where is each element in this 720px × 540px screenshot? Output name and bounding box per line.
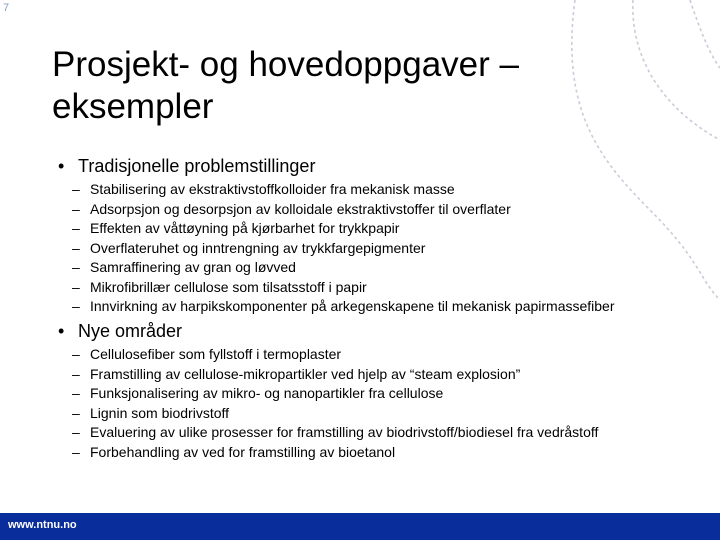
title-line-1: Prosjekt- og hovedoppgaver –	[52, 45, 519, 84]
item-text: Evaluering av ulike prosesser for framstilling av biodrivstoff/biodiesel fra vedråstoff	[90, 424, 599, 440]
bullet-dot: •	[58, 321, 65, 341]
list-item: – Mikrofibrillær cellulose som tilsatsstoff i papir	[72, 278, 367, 295]
list-item: – Effekten av våttøyning på kjørbarhet for trykkpapir	[72, 220, 400, 236]
list-item: – Stabilisering av ekstraktivstoffkolloider fra mekanisk masse	[72, 181, 455, 197]
bullet-heading: Nye områder	[78, 321, 183, 341]
item-text: Adsorpsjon og desorpsjon av kolloidale ekstraktivstoffer til overflater	[90, 200, 511, 217]
bullet-new-areas	[58, 321, 658, 342]
item-text: Samraffinering av gran og løvved	[90, 259, 296, 275]
list-item: – Overflateruhet og inntrengning av trykkfargepigmenter	[72, 239, 426, 256]
item-text: Mikrofibrillær cellulose som tilsatsstoff i papir	[90, 278, 367, 295]
list-item: – Samraffinering av gran og løvved	[72, 259, 296, 275]
list-item: – Innvirkning av harpikskomponenter på arkegenskapene til mekanisk papirmassefiber	[72, 298, 615, 314]
slide-number: 7	[3, 2, 10, 14]
sub-list-traditional	[58, 183, 658, 313]
list-item: – Funksjonalisering av mikro- og nanopartikler fra cellulose	[72, 385, 444, 401]
title-line-2: eksempler	[52, 87, 214, 126]
item-text: Effekten av våttøyning på kjørbarhet for trykkpapir	[90, 220, 400, 236]
item-text: Stabilisering av ekstraktivstoffkolloider fra mekanisk masse	[90, 181, 455, 197]
footer-bar	[0, 513, 720, 540]
item-text: Lignin som biodrivstoff	[90, 404, 230, 421]
item-text: Innvirkning av harpikskomponenter på arkegenskapene til mekanisk papirmassefiber	[90, 298, 615, 314]
bullet-dot: •	[58, 156, 65, 176]
list-item: – Forbehandling av ved for framstilling av bioetanol	[72, 443, 396, 460]
footer-url-link[interactable]: www.ntnu.no	[8, 519, 77, 531]
list-item: – Adsorpsjon og desorpsjon av kolloidale ekstraktivstoffer til overflater	[72, 200, 511, 217]
list-item: – Cellulosefiber som fyllstoff i termoplaster	[72, 346, 342, 362]
list-item: – Lignin som biodrivstoff	[72, 404, 230, 421]
bullet-traditional	[58, 156, 658, 177]
slide-title	[52, 44, 652, 128]
item-text: Funksjonalisering av mikro- og nanopartikler fra cellulose	[90, 385, 444, 401]
item-text: Overflateruhet og inntrengning av trykkfargepigmenter	[90, 239, 426, 256]
item-text: Framstilling av cellulose-mikropartikler ved hjelp av “steam explosion”	[90, 365, 521, 382]
sub-list-new-areas	[58, 348, 658, 459]
list-item: – Framstilling av cellulose-mikropartikler ved hjelp av “steam explosion”	[72, 365, 521, 382]
item-text: Cellulosefiber som fyllstoff i termoplaster	[90, 346, 342, 362]
item-text: Forbehandling av ved for framstilling av bioetanol	[90, 443, 396, 460]
bullet-heading: Tradisjonelle problemstillinger	[78, 156, 316, 176]
slide-content	[58, 156, 658, 465]
list-item: – Evaluering av ulike prosesser for framstilling av biodrivstoff/biodiesel fra vedråstoff	[72, 424, 599, 440]
